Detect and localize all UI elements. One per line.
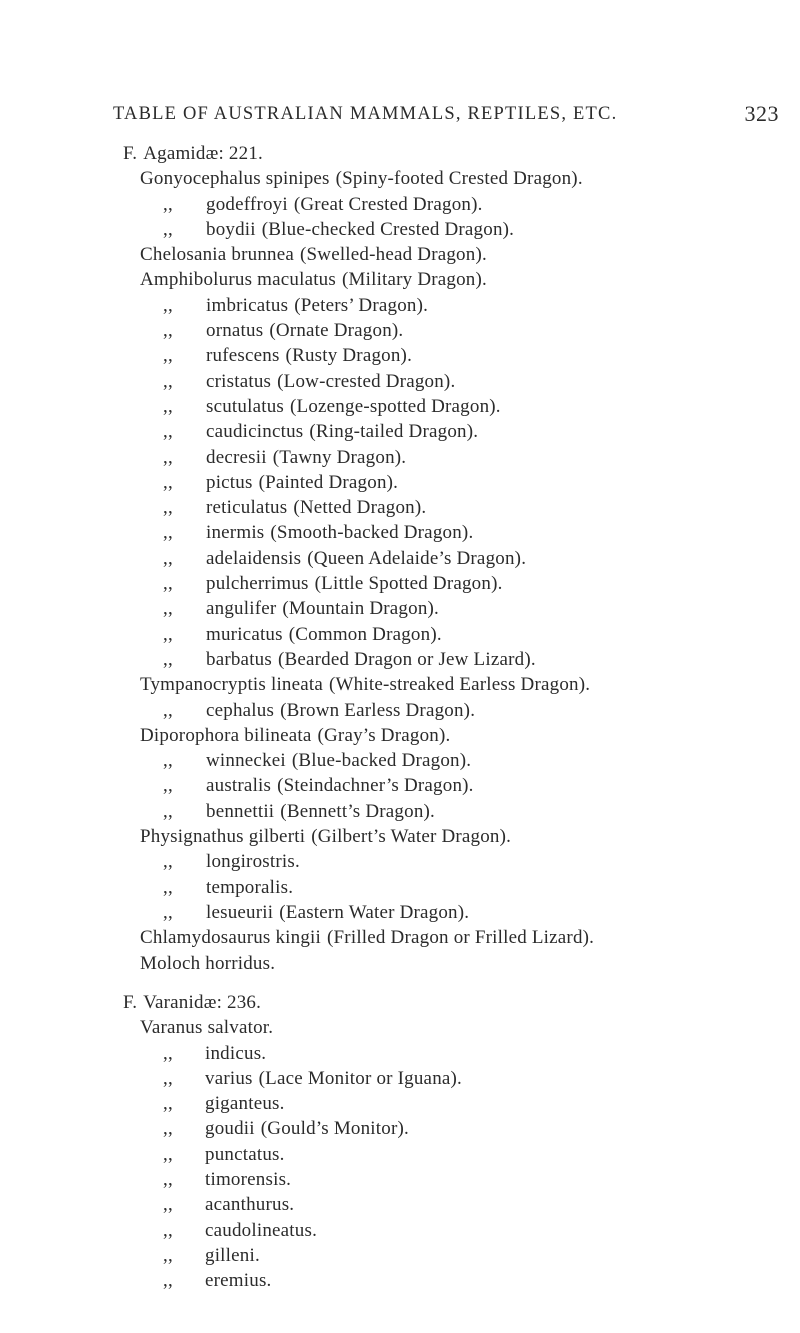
taxon-entry — [123, 773, 783, 798]
family-name: Agamidæ: 221. — [143, 143, 263, 164]
entry-list — [123, 1015, 783, 1293]
genus-name: Varanus — [140, 1017, 203, 1039]
ditto-mark: ,, — [163, 1219, 173, 1241]
common-name: (Lozenge-spotted Dragon). — [290, 395, 501, 417]
section-heading — [123, 141, 783, 166]
ditto-mark: ,, — [163, 497, 173, 519]
page-number: 323 — [744, 101, 779, 126]
common-name: (Netted Dragon). — [293, 497, 427, 519]
ditto-mark: ,, — [163, 1143, 173, 1165]
taxon-entry — [123, 723, 783, 748]
taxon-entry — [123, 217, 783, 242]
ditto-mark: ,, — [163, 775, 173, 797]
species-name: cristatus — [206, 370, 272, 392]
ditto-mark: ,, — [163, 800, 173, 822]
species-name: salvator. — [207, 1017, 274, 1039]
taxon-entry — [123, 419, 783, 444]
common-name: (Mountain Dragon). — [282, 598, 440, 620]
ditto-mark: ,, — [163, 851, 173, 873]
entry-list — [123, 166, 783, 976]
ditto-mark: ,, — [163, 876, 173, 898]
species-name: kingii — [275, 927, 322, 949]
ditto-mark: ,, — [163, 1118, 173, 1140]
common-name: (Painted Dragon). — [258, 471, 399, 493]
species-name: punctatus. — [205, 1143, 285, 1165]
species-name: indicus. — [205, 1042, 267, 1064]
ditto-mark: ,, — [163, 1067, 173, 1089]
common-name: (Bennett’s Dragon). — [280, 800, 436, 822]
taxon-entry — [123, 1116, 783, 1141]
common-name: (Brown Earless Dragon). — [280, 699, 476, 721]
species-name: gilberti — [248, 826, 306, 848]
ditto-mark: ,, — [163, 471, 173, 493]
species-name: reticulatus — [206, 497, 288, 519]
taxon-entry — [123, 925, 783, 950]
ditto-mark: ,, — [163, 1042, 173, 1064]
common-name: (Peters’ Dragon). — [294, 294, 429, 316]
taxon-entry — [123, 799, 783, 824]
common-name: (Eastern Water Dragon). — [279, 901, 470, 923]
taxon-entry — [123, 824, 783, 849]
ditto-mark: ,, — [163, 598, 173, 620]
ditto-mark: ,, — [163, 1194, 173, 1216]
genus-name: Tympanocryptis — [140, 674, 267, 696]
ditto-mark: ,, — [163, 522, 173, 544]
ditto-mark: ,, — [163, 1093, 173, 1115]
ditto-mark: ,, — [163, 294, 173, 316]
ditto-mark: ,, — [163, 421, 173, 443]
section-label: F. — [123, 143, 138, 164]
taxon-entry — [123, 242, 783, 267]
taxon-entry — [123, 1218, 783, 1243]
taxon-entry — [123, 445, 783, 470]
species-name: gilleni. — [205, 1244, 260, 1266]
species-name: timorensis. — [205, 1169, 292, 1191]
species-name: decresii — [206, 446, 267, 468]
common-name: (Steindachner’s Dragon). — [277, 775, 474, 797]
common-name: (Lace Monitor or Iguana). — [258, 1067, 462, 1089]
ditto-mark: ,, — [163, 446, 173, 468]
section-heading — [123, 990, 783, 1015]
taxon-entry — [123, 1142, 783, 1167]
common-name: (Ornate Dragon). — [269, 320, 404, 342]
ditto-mark: ,, — [163, 1169, 173, 1191]
ditto-mark: ,, — [163, 1270, 173, 1292]
common-name: (White-streaked Earless Dragon). — [329, 674, 591, 696]
taxon-entry — [123, 546, 783, 571]
taxon-entry — [123, 470, 783, 495]
genus-name: Chlamydosaurus — [140, 927, 271, 949]
ditto-mark: ,, — [163, 573, 173, 595]
common-name: (Spiny-footed Crested Dragon). — [335, 168, 583, 190]
species-name: cephalus — [206, 699, 275, 721]
ditto-mark: ,, — [163, 750, 173, 772]
species-name: imbricatus — [206, 294, 289, 316]
taxon-entry — [123, 1041, 783, 1066]
species-name: acanthurus. — [205, 1194, 295, 1216]
taxon-entry — [123, 900, 783, 925]
species-name: winneckei — [206, 750, 286, 772]
taxon-entry — [123, 495, 783, 520]
species-name: goudii — [205, 1118, 255, 1140]
taxon-entry — [123, 1243, 783, 1268]
common-name: (Blue-checked Crested Dragon). — [261, 218, 515, 240]
common-name: (Tawny Dragon). — [272, 446, 407, 468]
common-name: (Frilled Dragon or Frilled Lizard). — [327, 927, 595, 949]
species-name: bilineata — [244, 724, 312, 746]
common-name: (Rusty Dragon). — [285, 345, 413, 367]
species-name: caudicinctus — [206, 421, 304, 443]
species-name: adelaidensis — [206, 547, 302, 569]
genus-name: Moloch — [140, 952, 201, 974]
taxon-entry — [123, 875, 783, 900]
species-name: lineata — [270, 674, 324, 696]
common-name: (Gray’s Dragon). — [317, 724, 451, 746]
species-name: eremius. — [205, 1270, 272, 1292]
ditto-mark: ,, — [163, 648, 173, 670]
section-label: F. — [123, 992, 138, 1013]
species-name: pictus — [206, 471, 253, 493]
common-name: (Gould’s Monitor). — [260, 1118, 409, 1140]
taxon-entry — [123, 622, 783, 647]
header-title: TABLE OF AUSTRALIAN MAMMALS, REPTILES, ETC. — [113, 104, 618, 124]
genus-name: Diporophora — [140, 724, 240, 746]
common-name: (Low-crested Dragon). — [277, 370, 456, 392]
species-name: bennettii — [206, 800, 275, 822]
ditto-mark: ,, — [163, 345, 173, 367]
ditto-mark: ,, — [163, 395, 173, 417]
ditto-mark: ,, — [163, 320, 173, 342]
species-name: spinipes — [265, 168, 330, 190]
taxon-entry — [123, 520, 783, 545]
section-varanidae — [123, 990, 783, 1294]
taxon-entry — [123, 571, 783, 596]
taxon-entry — [123, 849, 783, 874]
taxon-entry — [123, 748, 783, 773]
common-name: (Swelled-head Dragon). — [299, 244, 487, 266]
common-name: (Gilbert’s Water Dragon). — [311, 826, 512, 848]
taxon-entry — [123, 369, 783, 394]
species-name: barbatus — [206, 648, 272, 670]
species-name: rufescens — [206, 345, 280, 367]
taxon-entry — [123, 1066, 783, 1091]
ditto-mark: ,, — [163, 218, 173, 240]
species-name: godeffroyi — [206, 193, 288, 215]
taxon-entry — [123, 951, 783, 976]
common-name: (Military Dragon). — [341, 269, 487, 291]
species-name: lesueurii — [206, 901, 274, 923]
taxon-entry — [123, 166, 783, 191]
ditto-mark: ,, — [163, 193, 173, 215]
species-name: pulcherrimus — [206, 573, 309, 595]
species-name: temporalis. — [206, 876, 294, 898]
ditto-mark: ,, — [163, 623, 173, 645]
taxon-entry — [123, 596, 783, 621]
common-name: (Bearded Dragon or Jew Lizard). — [277, 648, 536, 670]
species-name: muricatus — [206, 623, 283, 645]
section-agamidae — [123, 141, 783, 976]
taxon-entry — [123, 192, 783, 217]
species-name: australis — [206, 775, 272, 797]
species-name: inermis — [206, 522, 265, 544]
taxon-entry — [123, 1091, 783, 1116]
taxon-entry — [123, 267, 783, 292]
taxon-entry — [123, 1015, 783, 1040]
family-name: Varanidæ: 236. — [143, 992, 262, 1013]
taxon-entry — [123, 1192, 783, 1217]
genus-name: Gonyocephalus — [140, 168, 261, 190]
common-name: (Smooth-backed Dragon). — [270, 522, 474, 544]
taxon-entry — [123, 318, 783, 343]
taxon-entry — [123, 698, 783, 723]
species-name: giganteus. — [205, 1093, 285, 1115]
ditto-mark: ,, — [163, 370, 173, 392]
species-name: horridus. — [205, 952, 276, 974]
genus-name: Amphibolurus — [140, 269, 253, 291]
species-name: longirostris. — [206, 851, 300, 873]
taxon-entry — [123, 343, 783, 368]
common-name: (Queen Adelaide’s Dragon). — [307, 547, 527, 569]
taxon-entry — [123, 647, 783, 672]
running-header — [113, 101, 779, 132]
taxon-entry — [123, 394, 783, 419]
species-name: angulifer — [206, 598, 277, 620]
common-name: (Little Spotted Dragon). — [314, 573, 503, 595]
species-name: brunnea — [231, 244, 294, 266]
genus-name: Physignathus — [140, 826, 244, 848]
genus-name: Chelosania — [140, 244, 227, 266]
species-name: maculatus — [257, 269, 336, 291]
ditto-mark: ,, — [163, 901, 173, 923]
taxon-entry — [123, 672, 783, 697]
taxon-entry — [123, 293, 783, 318]
common-name: (Blue-backed Dragon). — [291, 750, 472, 772]
ditto-mark: ,, — [163, 1244, 173, 1266]
taxon-entry — [123, 1167, 783, 1192]
species-name: boydii — [206, 218, 256, 240]
species-name: varius — [205, 1067, 253, 1089]
common-name: (Great Crested Dragon). — [293, 193, 483, 215]
common-name: (Ring-tailed Dragon). — [309, 421, 479, 443]
species-name: scutulatus — [206, 395, 284, 417]
ditto-mark: ,, — [163, 699, 173, 721]
taxon-entry — [123, 1268, 783, 1293]
common-name: (Common Dragon). — [288, 623, 442, 645]
ditto-mark: ,, — [163, 547, 173, 569]
species-name: caudolineatus. — [205, 1219, 318, 1241]
species-name: ornatus — [206, 320, 264, 342]
